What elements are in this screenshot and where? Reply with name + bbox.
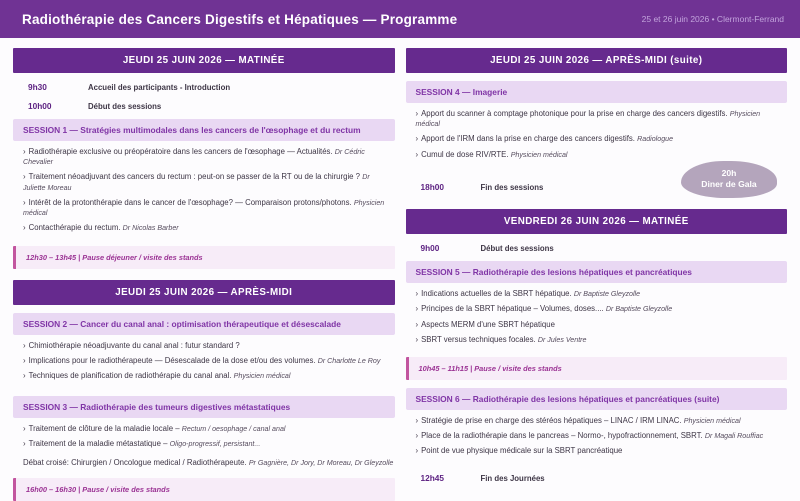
session-1-items <box>13 147 395 239</box>
agenda-item-text: Traitement de la maladie métastatique – <box>28 439 168 449</box>
day-band-thursday-morning: JEUDI 25 JUIN 2026 — MATINÉE <box>13 48 395 73</box>
time-row-text: Fin des Journées <box>480 473 545 483</box>
chevron-icon: › <box>23 370 26 380</box>
program-columns <box>0 38 800 501</box>
chevron-icon: › <box>415 149 419 159</box>
column-right <box>406 48 788 501</box>
time-row-start-day2 <box>406 243 788 253</box>
agenda-item <box>416 304 784 314</box>
agenda-item <box>416 335 784 345</box>
chevron-icon: › <box>23 147 26 156</box>
agenda-item <box>416 134 784 144</box>
speaker-name: Dr Baptiste Gleyzolle <box>573 290 641 299</box>
agenda-item-text: Apport du scanner à comptage photonique pour la prise en charge des cancers digestifs. <box>421 109 728 118</box>
time-row-text: Accueil des participants - Introduction <box>88 83 231 92</box>
agenda-item <box>416 150 784 160</box>
session-4-title: SESSION 4 — Imagerie <box>406 81 788 103</box>
chevron-icon: › <box>23 197 26 207</box>
chevron-icon: › <box>415 415 419 425</box>
session-3-title: SESSION 3 — Radiothérapie des tumeurs digestives métastatiques <box>13 396 395 418</box>
chevron-icon: › <box>415 134 419 144</box>
agenda-item-text: Place de la radiothérapie dans le pancreas – Normo-, hypofractionnement, SBRT. <box>421 431 703 441</box>
session-2-title: SESSION 2 — Cancer du canal anal : optimisation thérapeutique et désescalade <box>13 313 395 335</box>
chevron-icon: › <box>415 446 419 456</box>
agenda-item <box>416 431 784 441</box>
agenda-item <box>23 356 391 366</box>
agenda-item <box>23 147 391 167</box>
chevron-icon: › <box>415 304 419 314</box>
speaker-name: Dr Nicolas Barber <box>122 224 179 233</box>
debate-text: Débat croisé: Chirurgien / Oncologue medical / Radiothérapeute. <box>23 457 247 467</box>
day-band-friday-morning: VENDREDI 26 JUIN 2026 — MATINÉE <box>406 209 788 234</box>
event-date-location: 25 et 26 juin 2026 • Clermont-Ferrand <box>641 14 784 24</box>
agenda-item-text: Intérêt de la protonthérapie dans le cancer de l'œsophage? — Comparaison protons/photons. <box>28 197 352 207</box>
agenda-item-text: Traitement de clôture de la maladie locale – <box>28 424 180 434</box>
agenda-item <box>416 289 784 299</box>
chevron-icon: › <box>23 439 26 449</box>
time-row-end-day1 <box>406 167 788 198</box>
speaker-name: Physicien médical <box>23 198 385 218</box>
session-6-items <box>406 416 788 462</box>
speaker-name: Dr Cédric Chevalier <box>23 148 365 167</box>
day-band-thursday-afternoon-suite: JEUDI 25 JUIN 2026 — APRÈS-MIDI (suite) <box>406 48 788 73</box>
gala-time: 20h <box>721 167 737 178</box>
agenda-item-text: SBRT versus techniques focales. <box>421 334 536 344</box>
time-row-accueil <box>13 82 395 92</box>
speaker-name: Dr Jules Ventre <box>537 335 587 344</box>
chevron-icon: › <box>415 334 419 344</box>
session-3-items <box>13 424 395 454</box>
debate-note <box>13 458 395 468</box>
speaker-name: Dr Baptiste Gleyzolle <box>605 305 673 314</box>
agenda-item <box>23 424 391 434</box>
time-label: 12h45 <box>420 472 445 483</box>
pause-banner-afternoon: 16h00 – 16h30 | Pause / visite des stands <box>13 478 395 501</box>
speaker-name: Physicien médical <box>510 150 568 159</box>
agenda-item-text: Principes de la SBRT hépatique – Volumes, doses.... <box>421 304 604 314</box>
column-left <box>13 48 395 501</box>
chevron-icon: › <box>415 109 419 118</box>
time-label: 9h30 <box>28 82 47 92</box>
agenda-item-text: Chimiothérapie néoadjuvante du canal anal : futur standard ? <box>28 340 240 350</box>
agenda-item-emphasis: Oligo-progressif, persistant... <box>169 440 261 449</box>
agenda-item-text: Point de vue physique médicale sur la SBRT pancréatique <box>421 446 623 456</box>
gala-label: Diner de Gala <box>701 179 757 190</box>
chevron-icon: › <box>23 424 26 434</box>
agenda-item <box>23 341 391 351</box>
agenda-item-text: Radiothérapie exclusive ou préopératoire dans les cancers de l'œsophage — Actualités. <box>28 147 333 156</box>
agenda-item <box>416 109 784 129</box>
agenda-item <box>23 198 391 218</box>
agenda-item-text: Indications actuelles de la SBRT hépatique. <box>421 289 572 299</box>
agenda-item <box>23 371 391 381</box>
agenda-item-text: Implications pour le radiothérapeute — Désescalade de la dose et/ou des volumes. <box>28 355 316 365</box>
time-label: 10h00 <box>28 101 52 111</box>
agenda-item-emphasis: Rectum / oesophage / canal anal <box>181 425 286 434</box>
header-bar <box>0 0 800 38</box>
chevron-icon: › <box>23 340 26 350</box>
gala-dinner-badge <box>681 161 777 198</box>
speaker-name: Dr Juliette Moreau <box>23 173 370 192</box>
pause-banner-lunch: 12h30 – 13h45 | Pause déjeuner / visite des stands <box>13 246 395 269</box>
session-2-items <box>13 341 395 387</box>
agenda-item <box>23 172 391 192</box>
chevron-icon: › <box>23 355 26 365</box>
speaker-name: Dr Magali Rouffiac <box>704 432 764 441</box>
time-label: 9h00 <box>420 243 440 254</box>
session-6-title: SESSION 6 — Radiothérapie des lesions hépatiques et pancréatiques (suite) <box>406 388 788 410</box>
time-row-text: Fin des sessions <box>480 182 544 192</box>
debate-speakers: Pr Gagnière, Dr Jory, Dr Moreau, Dr Gleyzolle <box>248 458 394 467</box>
day-band-thursday-afternoon: JEUDI 25 JUIN 2026 — APRÈS-MIDI <box>13 280 395 305</box>
agenda-item-text: Stratégie de prise en charge des stéréos hépatiques – LINAC / IRM LINAC. <box>421 415 682 425</box>
session-1-title: SESSION 1 — Stratégies multimodales dans les cancers de l'œsophage et du rectum <box>13 119 395 141</box>
session-5-title: SESSION 5 — Radiothérapie des lesions hépatiques et pancréatiques <box>406 261 788 283</box>
agenda-item-text: Apport de l'IRM dans la prise en charge des cancers digestifs. <box>421 134 635 144</box>
time-row-text: Début des sessions <box>480 244 554 254</box>
agenda-item <box>23 223 391 233</box>
speaker-name: Physicien médical <box>683 416 741 425</box>
speaker-name: Physicien médical <box>233 371 291 380</box>
agenda-item <box>416 446 784 456</box>
agenda-item-text: Contacthérapie du rectum. <box>28 223 121 233</box>
speaker-name: Radiologue <box>637 135 674 144</box>
chevron-icon: › <box>23 172 26 182</box>
agenda-item-text: Techniques de planification de radiothérapie du canal anal. <box>28 370 232 380</box>
agenda-item-text: Cumul de dose RIV/RTE. <box>421 149 509 159</box>
session-5-items <box>406 289 788 350</box>
session-4-items <box>406 109 788 165</box>
time-row-debut <box>13 101 395 111</box>
speaker-name: Dr Charlotte Le Roy <box>317 356 381 365</box>
speaker-name: Physicien médical <box>415 110 761 129</box>
chevron-icon: › <box>23 223 26 233</box>
agenda-item-text: Aspects MERM d'une SBRT hépatique <box>421 319 555 329</box>
time-row-end-day2 <box>406 473 788 483</box>
agenda-item <box>416 320 784 330</box>
page-title: Radiothérapie des Cancers Digestifs et Hépatiques — Programme <box>22 11 458 27</box>
agenda-item <box>23 439 391 449</box>
chevron-icon: › <box>415 289 419 299</box>
chevron-icon: › <box>415 431 419 441</box>
agenda-item <box>416 416 784 426</box>
time-label: 18h00 <box>420 182 445 193</box>
chevron-icon: › <box>415 319 419 329</box>
agenda-item-text: Traitement néoadjuvant des cancers du rectum : peut-on se passer de la RT ou de la chirurgie ? <box>28 172 361 182</box>
pause-banner-friday: 10h45 – 11h15 | Pause / visite des stands <box>406 357 788 380</box>
time-row-text: Début des sessions <box>88 102 162 111</box>
